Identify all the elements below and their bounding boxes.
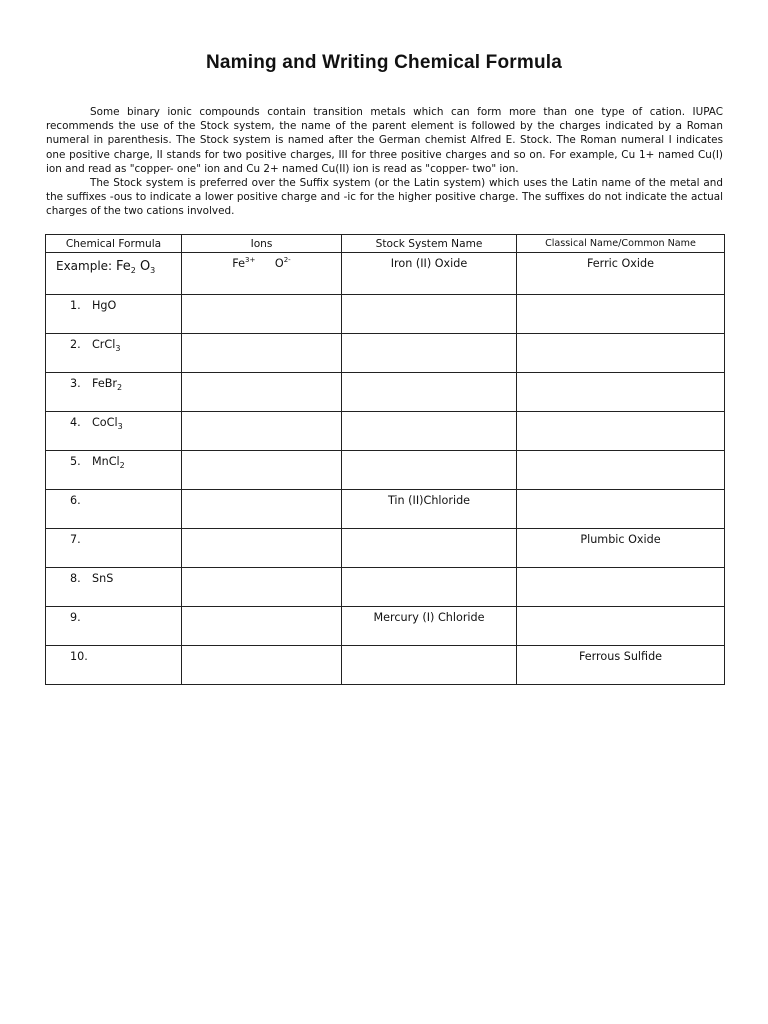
- stock-name-cell[interactable]: [342, 568, 517, 607]
- row-number: 7.: [70, 533, 81, 546]
- row-number: 10.: [70, 650, 88, 663]
- formula-cell[interactable]: [46, 295, 182, 334]
- row-number: 6.: [70, 494, 81, 507]
- header-chemical-formula: Chemical Formula: [46, 235, 182, 253]
- ions-cell[interactable]: [182, 568, 342, 607]
- common-name-cell[interactable]: Ferrous Sulfide: [517, 646, 725, 685]
- formula-cell[interactable]: [46, 607, 182, 646]
- formula-subscript: 3: [115, 344, 121, 353]
- example-ions-cell: [182, 253, 342, 295]
- formula-text: CrCl: [92, 338, 116, 351]
- example-formula: $Fe_2$ $O_3$: [115, 259, 156, 275]
- table-row: [46, 490, 725, 529]
- formula-cell[interactable]: [46, 412, 182, 451]
- common-name-cell[interactable]: [517, 412, 725, 451]
- intro-paragraph-2: The Stock system is preferred over the Suffix system (or the Latin system) which uses the Latin name of the metal and the suffixes -ous to indicate a lower positive charge and -ic for the higher positive charge. The suffixes do not indicate the actual charges of the two cations involved.: [46, 177, 723, 218]
- table-row: [46, 412, 725, 451]
- header-stock-system-name: Stock System Name: [342, 235, 517, 253]
- stock-name-cell[interactable]: Mercury (I) Chloride: [342, 607, 517, 646]
- row-number: 9.: [70, 611, 81, 624]
- table-row: [46, 334, 725, 373]
- stock-name-cell[interactable]: [342, 295, 517, 334]
- stock-name-cell[interactable]: [342, 451, 517, 490]
- example-ion-cation: $Fe^{3+}$: [232, 256, 256, 270]
- intro-paragraph-1: Some binary ionic compounds contain transition metals which can form more than one type of cation. IUPAC recommends the use of the Stock system, the name of the parent element is followed by the charges indicated by a Roman numeral in parenthesis. The Stock system is named after the German chemist Alfred E. Stock. The Roman numeral I indicates one positive charge, II stands for two positive charges, III for three positive charges and so on. For example, Cu 1+ named Cu(I) ion and read as "copper- one" ion and Cu 2+ named Cu(II) ion is read as "copper- two" ion.: [46, 106, 723, 175]
- ions-cell[interactable]: [182, 607, 342, 646]
- common-name-cell[interactable]: [517, 295, 725, 334]
- intro-text: [46, 105, 723, 219]
- header-ions: Ions: [182, 235, 342, 253]
- table-row: [46, 451, 725, 490]
- formula-text: HgO: [92, 299, 117, 312]
- ions-cell[interactable]: [182, 295, 342, 334]
- ions-cell[interactable]: [182, 451, 342, 490]
- formula-cell[interactable]: [46, 529, 182, 568]
- row-number: 2.: [70, 338, 81, 351]
- row-number: 3.: [70, 377, 81, 390]
- example-stock-name-cell: Iron (II) Oxide: [342, 253, 517, 295]
- formula-subscript: 2: [116, 383, 123, 392]
- example-common-name-cell: Ferric Oxide: [517, 253, 725, 295]
- stock-name-cell[interactable]: Tin (II)Chloride: [342, 490, 517, 529]
- ions-cell[interactable]: [182, 412, 342, 451]
- table-row: [46, 373, 725, 412]
- formula-text: MnCl: [92, 455, 120, 468]
- formula-subscript: 3: [117, 422, 123, 431]
- ions-cell[interactable]: [182, 529, 342, 568]
- example-label: Example:: [56, 259, 113, 273]
- stock-name-cell[interactable]: [342, 373, 517, 412]
- ions-cell[interactable]: [182, 334, 342, 373]
- row-number: 5.: [70, 455, 81, 468]
- header-common-name: Classical Name/Common Name: [517, 235, 725, 253]
- example-formula-cell: [46, 253, 182, 295]
- common-name-cell[interactable]: [517, 451, 725, 490]
- formula-subscript: 2: [119, 461, 125, 470]
- formula-cell[interactable]: [46, 490, 182, 529]
- stock-name-cell[interactable]: [342, 529, 517, 568]
- table-row: [46, 568, 725, 607]
- common-name-cell[interactable]: [517, 373, 725, 412]
- common-name-cell[interactable]: [517, 607, 725, 646]
- row-number: 4.: [70, 416, 81, 429]
- common-name-cell[interactable]: [517, 568, 725, 607]
- formula-text: SnS: [92, 572, 114, 585]
- table-header-row: [46, 235, 725, 253]
- formula-text: CoCl: [92, 416, 118, 429]
- example-row: [46, 253, 725, 295]
- formula-cell[interactable]: [46, 568, 182, 607]
- row-number: 8.: [70, 572, 81, 585]
- table-row: [46, 295, 725, 334]
- stock-name-cell[interactable]: [342, 646, 517, 685]
- ions-cell[interactable]: [182, 646, 342, 685]
- table-row: [46, 607, 725, 646]
- row-number: 1.: [70, 299, 81, 312]
- table-row: [46, 646, 725, 685]
- ions-cell[interactable]: [182, 373, 342, 412]
- example-ion-anion: $O^{2-}$: [274, 256, 291, 270]
- formula-cell[interactable]: [46, 646, 182, 685]
- common-name-cell[interactable]: Plumbic Oxide: [517, 529, 725, 568]
- common-name-cell[interactable]: [517, 334, 725, 373]
- worksheet-table: [45, 234, 725, 685]
- page-title: Naming and Writing Chemical Formula: [205, 52, 563, 73]
- table-row: [46, 529, 725, 568]
- ions-cell[interactable]: [182, 490, 342, 529]
- formula-cell[interactable]: [46, 334, 182, 373]
- formula-cell[interactable]: [46, 373, 182, 412]
- formula-cell[interactable]: [46, 451, 182, 490]
- stock-name-cell[interactable]: [342, 334, 517, 373]
- common-name-cell[interactable]: [517, 490, 725, 529]
- stock-name-cell[interactable]: [342, 412, 517, 451]
- formula-text: FeBr: [92, 377, 117, 390]
